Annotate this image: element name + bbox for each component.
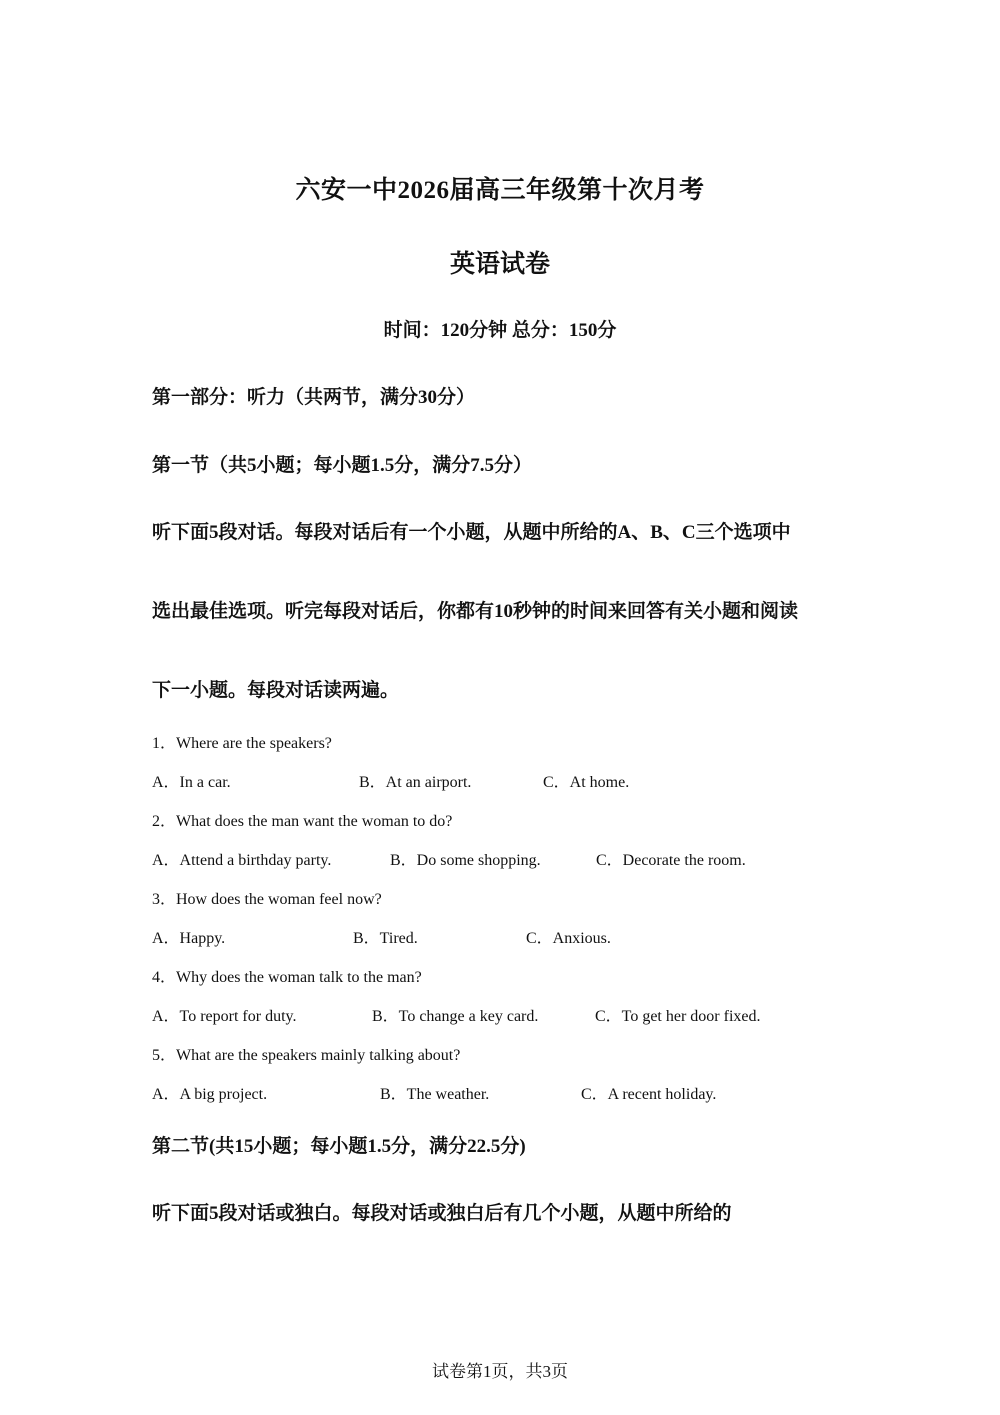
option-c: C．To get her door fixed. [595, 1008, 761, 1025]
option-b: B．To change a key card. [372, 1008, 539, 1025]
exam-subtitle: 英语试卷 [449, 251, 550, 278]
option-b: B．Do some shopping. [390, 852, 541, 869]
option-c: C．A recent holiday. [581, 1086, 717, 1103]
exam-title: 六安一中2026届高三年级第十次月考 [295, 177, 705, 204]
option-c: C．At home. [543, 774, 630, 791]
option-a: A．To report for duty. [152, 1008, 297, 1025]
part1-heading: 第一部分：听力（共两节，满分30分） [152, 387, 476, 408]
question-stem: 4．Why does the woman talk to the man? [152, 969, 422, 986]
question-stem: 1．Where are the speakers? [152, 735, 332, 752]
section1-heading: 第一节（共5小题；每小题1.5分，满分7.5分） [152, 455, 533, 476]
section2-heading: 第二节(共15小题；每小题1.5分，满分22.5分) [152, 1136, 526, 1157]
question-stem: 2．What does the man want the woman to do? [152, 813, 453, 830]
option-b: B．The weather. [380, 1086, 490, 1103]
page-footer: 试卷第1页，共3页 [432, 1362, 568, 1381]
option-c: C．Anxious. [526, 930, 611, 947]
option-c: C．Decorate the room. [596, 852, 746, 869]
section1-instruction-line: 下一小题。每段对话读两遍。 [152, 680, 400, 701]
section2-instruction-line: 听下面5段对话或独白。每段对话或独白后有几个小题，从题中所给的 [152, 1203, 732, 1224]
option-a: A．Attend a birthday party. [152, 852, 332, 869]
option-b: B．Tired. [353, 930, 418, 947]
option-a: A．A big project. [152, 1086, 268, 1103]
exam-time-score: 时间：120分钟 总分：150分 [383, 320, 617, 341]
question-stem: 5．What are the speakers mainly talking about? [152, 1047, 461, 1064]
option-b: B．At an airport. [359, 774, 472, 791]
option-a: A．Happy. [152, 930, 226, 947]
section1-instruction-line: 听下面5段对话。每段对话后有一个小题，从题中所给的A、B、C三个选项中 [152, 522, 791, 543]
section1-instruction-line: 选出最佳选项。听完每段对话后，你都有10秒钟的时间来回答有关小题和阅读 [152, 601, 799, 622]
option-a: A．In a car. [152, 774, 231, 791]
question-stem: 3．How does the woman feel now? [152, 891, 382, 908]
